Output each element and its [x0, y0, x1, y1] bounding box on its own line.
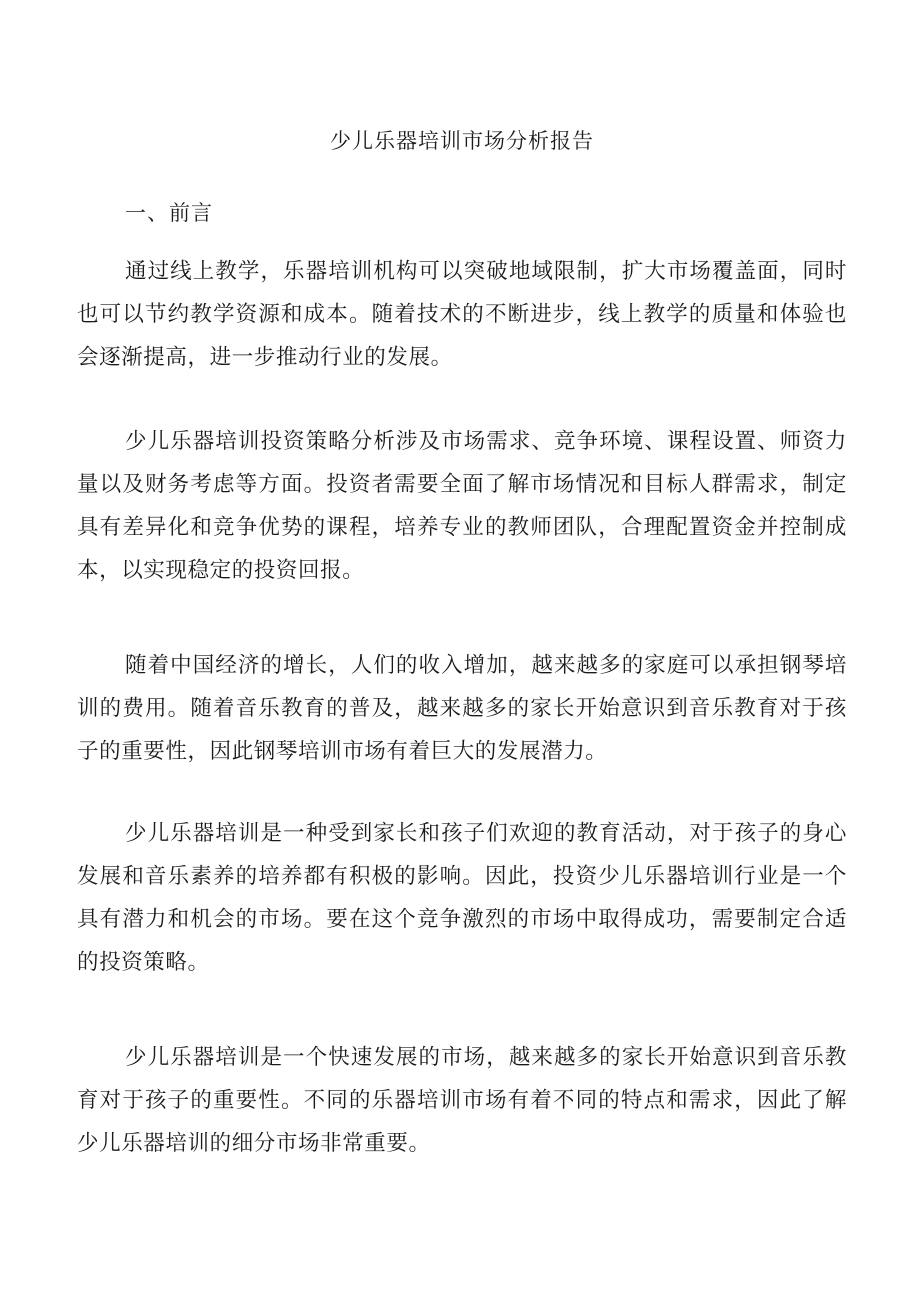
paragraph-5: 少儿乐器培训是一个快速发展的市场，越来越多的家长开始意识到音乐教育对于孩子的重要性。不同的乐器培训市场有着不同的特点和需求，因此了解少儿乐器培训的细分市场非常重要。	[77, 1045, 847, 1156]
document-title: 少儿乐器培训市场分析报告	[330, 129, 594, 153]
paragraph-3: 随着中国经济的增长，人们的收入增加，越来越多的家庭可以承担钢琴培训的费用。随着音乐教育的普及，越来越多的家长开始意识到音乐教育对于孩子的重要性，因此钢琴培训市场有着巨大的发展潜力。	[77, 653, 847, 764]
paragraph-1: 通过线上教学，乐器培训机构可以突破地域限制，扩大市场覆盖面，同时也可以节约教学资源和成本。随着技术的不断进步，线上教学的质量和体验也会逐渐提高，进一步推动行业的发展。	[77, 259, 847, 370]
paragraph-2: 少儿乐器培训投资策略分析涉及市场需求、竞争环境、课程设置、师资力量以及财务考虑等方面。投资者需要全面了解市场情况和目标人群需求，制定具有差异化和竞争优势的课程，培养专业的教师团队，合理配置资金并控制成本，以实现稳定的投资回报。	[77, 429, 847, 583]
paragraph-4: 少儿乐器培训是一种受到家长和孩子们欢迎的教育活动，对于孩子的身心发展和音乐素养的培养都有积极的影响。因此，投资少儿乐器培训行业是一个具有潜力和机会的市场。要在这个竞争激烈的市场中取得成功，需要制定合适的投资策略。	[77, 821, 847, 975]
section-heading: 一、前言	[125, 201, 213, 225]
